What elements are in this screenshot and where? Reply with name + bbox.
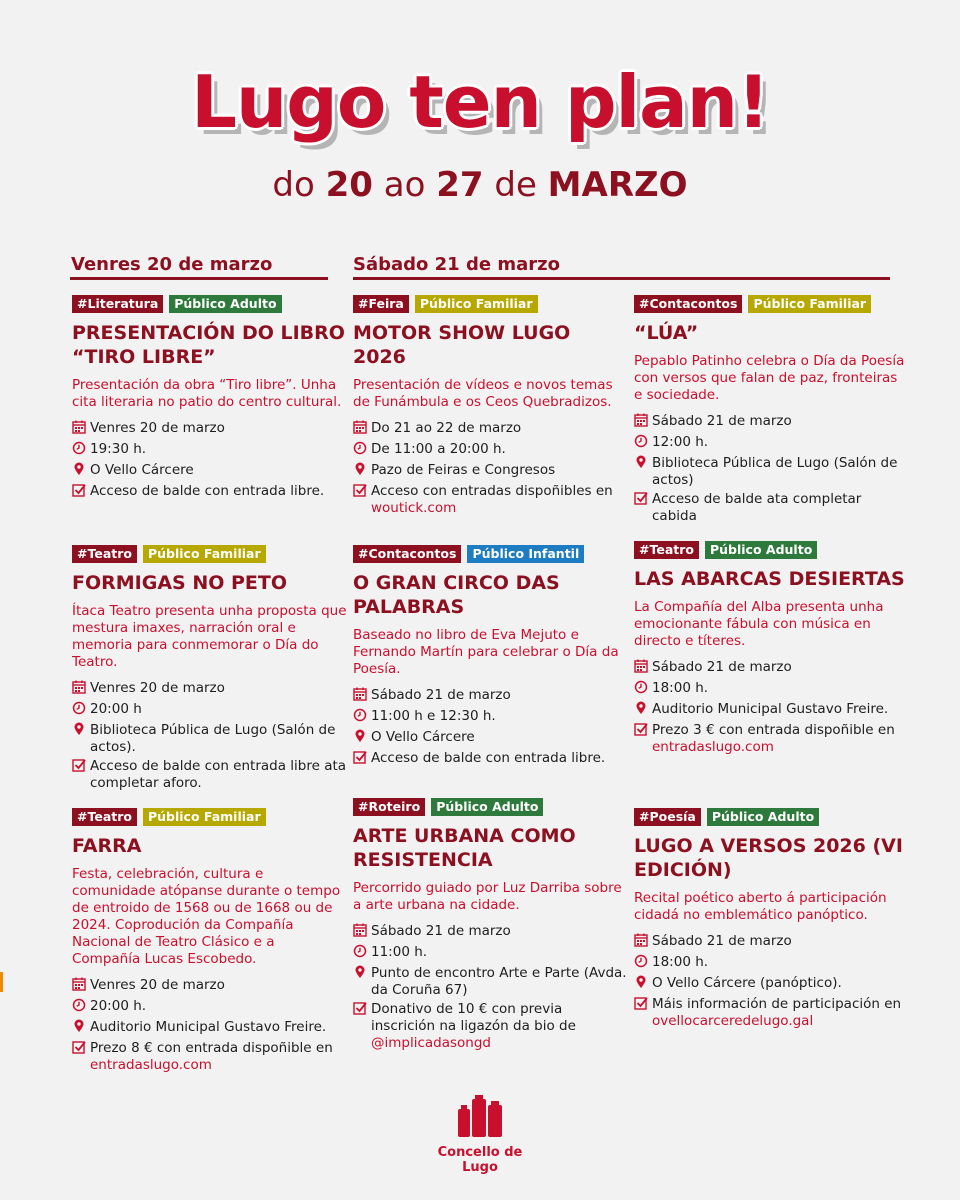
event-date-row	[72, 680, 347, 699]
event-tags	[72, 545, 347, 563]
event-date-row	[72, 420, 347, 439]
event-access-text	[90, 483, 324, 500]
clock-icon	[72, 998, 90, 1017]
event-access-row	[353, 1001, 628, 1052]
location-pin-icon	[72, 1019, 90, 1038]
event-place-text	[90, 1019, 326, 1036]
calendar-icon	[353, 687, 371, 706]
event-access: Donativo de 10 € con previa inscrición na ligazón da bio de	[371, 1001, 576, 1034]
day-heading-saturday: Sábado 21 de marzo	[353, 254, 560, 275]
event-date: Sábado 21 de marzo	[652, 933, 792, 949]
event-date-text	[652, 659, 792, 676]
event-date: Sábado 21 de marzo	[652, 413, 792, 429]
event-place: Auditorio Municipal Gustavo Freire.	[90, 1019, 327, 1035]
event-place: Auditorio Municipal Gustavo Freire.	[652, 701, 889, 717]
checkbox-icon	[634, 722, 652, 741]
audience-tag: Público Adulto	[705, 541, 817, 559]
event-tags	[353, 798, 628, 816]
calendar-icon	[72, 680, 90, 699]
subtitle-end-day: 27	[436, 165, 484, 205]
event-time-text	[90, 998, 146, 1015]
category-tag: #Feira	[353, 295, 409, 313]
event-access: Prezo 3 € con entrada dispoñible en	[652, 722, 895, 738]
logo-text: Concello de Lugo	[437, 1145, 523, 1175]
day-heading-friday: Venres 20 de marzo	[71, 254, 273, 275]
event-place: Pazo de Feiras e Congresos	[371, 462, 556, 478]
event-card	[353, 798, 628, 1054]
event-access-text	[652, 491, 909, 525]
clock-icon	[72, 701, 90, 720]
event-time-row	[353, 441, 628, 460]
event-access: Acceso de balde ata completar cabida	[652, 491, 862, 524]
event-place-row	[634, 701, 909, 720]
event-title: “LÚA”	[634, 322, 699, 344]
event-access: Prezo 8 € con entrada dispoñible en	[90, 1040, 333, 1056]
category-tag: #Contacontos	[634, 295, 742, 313]
event-date-row	[634, 933, 909, 952]
event-place-row	[72, 722, 347, 756]
audience-tag: Público Adulto	[707, 808, 819, 826]
event-date-text	[90, 977, 225, 994]
clock-icon	[634, 680, 652, 699]
event-time: De 11:00 a 20:00 h.	[371, 441, 506, 457]
audience-tag: Público Familiar	[415, 295, 538, 313]
day-divider-saturday	[353, 277, 890, 280]
clock-icon	[353, 708, 371, 727]
calendar-icon	[72, 420, 90, 439]
event-card	[72, 545, 347, 794]
category-tag: #Teatro	[634, 541, 699, 559]
event-place: O Vello Cárcere	[90, 462, 194, 478]
event-access-row	[72, 483, 347, 502]
event-title: PRESENTACIÓN DO LIBRO “TIRO LIBRE”	[72, 322, 345, 368]
location-pin-icon	[72, 462, 90, 481]
event-date: Sábado 21 de marzo	[371, 687, 511, 703]
date-range-subtitle	[0, 165, 960, 205]
event-access-text	[371, 1001, 628, 1052]
event-place-text	[90, 462, 194, 479]
event-date-row	[634, 413, 909, 432]
event-card	[634, 541, 909, 758]
event-description: La Compañía del Alba presenta unha emocionante fábula con música en directo e títeres.	[634, 599, 884, 649]
event-place-row	[353, 462, 628, 481]
category-tag: #Teatro	[72, 808, 137, 826]
event-time: 19:30 h.	[90, 441, 147, 457]
day-divider-friday	[70, 277, 328, 280]
event-place-row	[353, 965, 628, 999]
event-access-text	[90, 1040, 347, 1074]
ticket-link[interactable]: @implicadasongd	[371, 1035, 491, 1051]
audience-tag: Público Familiar	[143, 545, 266, 563]
event-place-text	[652, 455, 909, 489]
event-description: Presentación de vídeos e novos temas de Funámbula e os Ceos Quebradizos.	[353, 377, 613, 410]
event-time-row	[72, 998, 347, 1017]
event-access-text	[652, 722, 909, 756]
event-access-row	[353, 483, 628, 517]
event-place-text	[371, 965, 628, 999]
clock-icon	[353, 441, 371, 460]
ticket-link[interactable]: entradaslugo.com	[90, 1057, 212, 1073]
calendar-icon	[634, 933, 652, 952]
event-place-row	[634, 975, 909, 994]
event-card	[634, 808, 909, 1032]
event-place-text	[652, 701, 888, 718]
event-card	[634, 295, 909, 527]
audience-tag: Público Adulto	[169, 295, 281, 313]
event-tags	[72, 295, 347, 313]
ticket-link[interactable]: ovellocarceredelugo.gal	[652, 1013, 814, 1029]
event-time: 18:00 h.	[652, 680, 709, 696]
event-place-text	[371, 729, 475, 746]
calendar-icon	[72, 977, 90, 996]
event-access-text	[371, 750, 605, 767]
event-time: 20:00 h	[90, 701, 142, 717]
event-tags	[72, 808, 347, 826]
event-access: Acceso de balde con entrada libre.	[371, 750, 606, 766]
event-time-row	[634, 680, 909, 699]
event-access: Acceso de balde con entrada libre.	[90, 483, 325, 499]
event-time-text	[90, 701, 142, 718]
subtitle-start-day: 20	[325, 165, 373, 205]
event-place: Biblioteca Pública de Lugo (Salón de actos).	[90, 722, 336, 755]
event-description: Percorrido guiado por Luz Darriba sobre a arte urbana na cidade.	[353, 880, 622, 913]
event-time: 11:00 h e 12:30 h.	[371, 708, 496, 724]
event-place-row	[353, 729, 628, 748]
category-tag: #Teatro	[72, 545, 137, 563]
event-time-row	[353, 708, 628, 727]
event-card	[72, 295, 347, 504]
event-description: Presentación da obra “Tiro libre”. Unha cita literaria no patio do centro cultural.	[72, 377, 342, 410]
event-date-text	[90, 680, 225, 697]
clock-icon	[353, 944, 371, 963]
location-pin-icon	[634, 701, 652, 720]
clock-icon	[72, 441, 90, 460]
checkbox-icon	[353, 483, 371, 502]
event-place-row	[72, 1019, 347, 1038]
event-access-text	[652, 996, 909, 1030]
event-access-text	[90, 758, 347, 792]
page-title: Lugo ten plan!	[191, 60, 769, 144]
event-place-row	[634, 455, 909, 489]
event-place-text	[652, 975, 842, 992]
event-tags	[353, 545, 628, 563]
event-date: Sábado 21 de marzo	[371, 923, 511, 939]
location-pin-icon	[353, 462, 371, 481]
event-access: Acceso con entradas dispoñibles en	[371, 483, 613, 499]
event-date-row	[72, 977, 347, 996]
audience-tag: Público Familiar	[748, 295, 871, 313]
event-time-text	[371, 441, 506, 458]
audience-tag: Público Adulto	[431, 798, 543, 816]
ticket-link[interactable]: woutick.com	[371, 500, 457, 516]
event-place-text	[371, 462, 555, 479]
event-date-text	[371, 687, 511, 704]
calendar-icon	[353, 923, 371, 942]
checkbox-icon	[634, 491, 652, 510]
event-date-row	[353, 687, 628, 706]
event-access: Máis información de participación en	[652, 996, 902, 1012]
event-time: 20:00 h.	[90, 998, 147, 1014]
event-access-row	[634, 491, 909, 525]
location-pin-icon	[353, 729, 371, 748]
event-time-text	[652, 954, 708, 971]
event-time: 11:00 h.	[371, 944, 428, 960]
event-card	[353, 295, 628, 519]
event-tags	[634, 808, 909, 826]
event-date: Venres 20 de marzo	[90, 977, 225, 993]
audience-tag: Público Familiar	[143, 808, 266, 826]
event-time: 12:00 h.	[652, 434, 709, 450]
event-time-row	[634, 954, 909, 973]
event-date: Sábado 21 de marzo	[652, 659, 792, 675]
event-access-row	[634, 722, 909, 756]
event-title: O GRAN CIRCO DAS PALABRAS	[353, 572, 560, 618]
event-description: Pepablo Patinho celebra o Día da Poesía con versos que falan de paz, fronteiras e sociedade.	[634, 353, 905, 403]
event-time-text	[652, 434, 708, 451]
event-time-text	[371, 944, 427, 961]
event-title: LAS ABARCAS DESIERTAS	[634, 568, 905, 590]
event-place: O Vello Cárcere (panóptico).	[652, 975, 842, 991]
calendar-icon	[634, 413, 652, 432]
category-tag: #Poesía	[634, 808, 701, 826]
event-place: Biblioteca Pública de Lugo (Salón de actos)	[652, 455, 898, 488]
location-pin-icon	[72, 722, 90, 741]
event-date-row	[353, 923, 628, 942]
event-time-row	[72, 701, 347, 720]
event-date-text	[371, 420, 521, 437]
event-title: LUGO A VERSOS 2026 (VI EDICIÓN)	[634, 835, 903, 881]
event-date-text	[371, 923, 511, 940]
event-date-row	[634, 659, 909, 678]
event-access: Acceso de balde con entrada libre ata completar aforo.	[90, 758, 347, 791]
event-card	[72, 808, 347, 1076]
checkbox-icon	[353, 750, 371, 769]
checkbox-icon	[353, 1001, 371, 1020]
event-tags	[634, 541, 909, 559]
checkbox-icon	[634, 996, 652, 1015]
event-access-row	[634, 996, 909, 1030]
event-time-text	[371, 708, 496, 725]
event-time-row	[634, 434, 909, 453]
event-place-row	[72, 462, 347, 481]
event-access-text	[371, 483, 628, 517]
checkbox-icon	[72, 758, 90, 777]
checkbox-icon	[72, 483, 90, 502]
event-tags	[353, 295, 628, 313]
edge-marker	[0, 972, 3, 992]
audience-tag: Público Infantil	[467, 545, 584, 563]
subtitle-word: do	[272, 165, 315, 205]
event-description: Baseado no libro de Eva Mejuto e Fernando Martín para celebrar o Día da Poesía.	[353, 627, 619, 677]
location-pin-icon	[634, 975, 652, 994]
event-title: MOTOR SHOW LUGO 2026	[353, 322, 571, 368]
location-pin-icon	[353, 965, 371, 984]
event-time-row	[353, 944, 628, 963]
event-date: Venres 20 de marzo	[90, 680, 225, 696]
category-tag: #Literatura	[72, 295, 163, 313]
event-date-row	[353, 420, 628, 439]
ticket-link[interactable]: entradaslugo.com	[652, 739, 774, 755]
subtitle-month: MARZO	[547, 165, 688, 205]
event-access-row	[72, 758, 347, 792]
calendar-icon	[634, 659, 652, 678]
event-access-row	[72, 1040, 347, 1074]
category-tag: #Roteiro	[353, 798, 425, 816]
lugo-logo-icon	[450, 1095, 510, 1139]
calendar-icon	[353, 420, 371, 439]
event-date: Venres 20 de marzo	[90, 420, 225, 436]
clock-icon	[634, 434, 652, 453]
event-tags	[634, 295, 909, 313]
clock-icon	[634, 954, 652, 973]
event-title: FARRA	[72, 835, 142, 857]
category-tag: #Contacontos	[353, 545, 461, 563]
location-pin-icon	[634, 455, 652, 474]
event-time-row	[72, 441, 347, 460]
event-place: Punto de encontro Arte e Parte (Avda. da Coruña 67)	[371, 965, 627, 998]
event-place: O Vello Cárcere	[371, 729, 475, 745]
event-time-text	[90, 441, 146, 458]
event-time-text	[652, 680, 708, 697]
event-title: ARTE URBANA COMO RESISTENCIA	[353, 825, 576, 871]
event-date-text	[652, 413, 792, 430]
event-card	[353, 545, 628, 771]
subtitle-word: ao	[383, 165, 426, 205]
event-time: 18:00 h.	[652, 954, 709, 970]
event-description: Ítaca Teatro presenta unha proposta que mestura imaxes, narración oral e memoria para conmemorar o Día do Teatro.	[72, 603, 347, 670]
event-description: Recital poético aberto á participación cidadá no emblemático panóptico.	[634, 890, 887, 923]
event-description: Festa, celebración, cultura e comunidade atópanse durante o tempo de entroido de 1568 ou de 1668 ou de 2024. Coprodución da Compañía Nacional de Teatro Clásico e a Compañía Lucas Escobedo.	[72, 866, 341, 967]
checkbox-icon	[72, 1040, 90, 1059]
subtitle-word: de	[494, 165, 537, 205]
event-place-text	[90, 722, 347, 756]
concello-logo	[420, 1095, 540, 1175]
event-access-row	[353, 750, 628, 769]
event-date-text	[90, 420, 225, 437]
event-date-text	[652, 933, 792, 950]
event-date: Do 21 ao 22 de marzo	[371, 420, 522, 436]
event-title: FORMIGAS NO PETO	[72, 572, 288, 594]
